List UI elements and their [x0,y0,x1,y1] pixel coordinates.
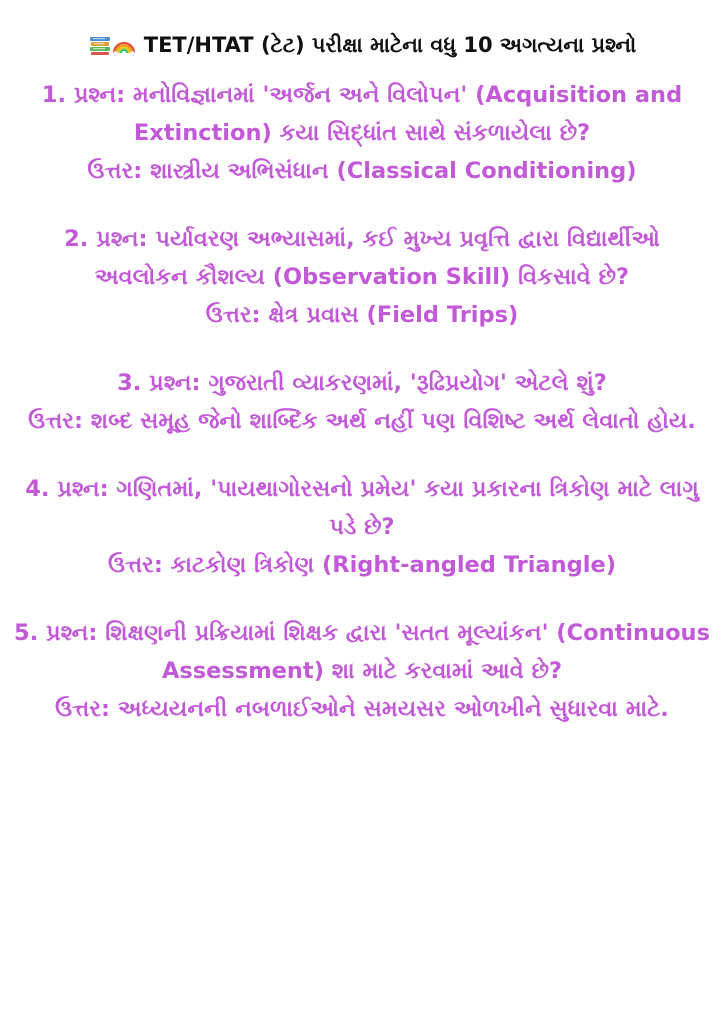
books-icon [88,33,112,57]
page-title: TET/HTAT (ટેટ) પરીક્ષા માટેના વધુ 10 અગત્યના પ્રશ્નો [143,33,637,57]
page-title-row [14,30,710,60]
answer-text: ઉત્તર: અધ્યયનની નબળાઈઓને સમયસર ઓળખીને સુધારવા માટે. [55,696,669,722]
title-emoji-group [88,33,136,57]
question-text: 3. પ્રશ્ન: ગુજરાતી વ્યાકરણમાં, 'રૂઢિપ્રયોગ' એટલે શું? [117,370,607,396]
answer-text: ઉત્તર: શાસ્ત્રીય અભિસંધાન (Classical Conditioning) [87,158,637,184]
qa-item-4 [14,470,710,584]
question-text: 1. પ્રશ્ન: મનોવિજ્ઞાનમાં 'અર્જન અને વિલોપન' (Acquisition and Extinction) કયા સિદ્ધાંત સાથે સંકળાયેલા છે? [41,82,683,146]
answer-text: ઉત્તર: શબ્દ સમૂહ જેનો શાબ્દિક અર્થ નહીં પણ વિશિષ્ટ અર્થ લેવાતો હોય. [28,408,696,434]
question-text: 4. પ્રશ્ન: ગણિતમાં, 'પાયથાગોરસનો પ્રમેય' કયા પ્રકારના ત્રિકોણ માટે લાગુ પડે છે? [25,476,699,540]
question-text: 2. પ્રશ્ન: પર્યાવરણ અભ્યાસમાં, કઈ મુખ્ય પ્રવૃત્તિ દ્વારા વિદ્યાર્થીઓ અવલોકન કૌશલ્ય (Observation Skill) વિકસાવે છે? [64,226,660,290]
qa-item-1 [14,76,710,190]
qa-item-5 [14,614,710,728]
question-text: 5. પ્રશ્ન: શિક્ષણની પ્રક્રિયામાં શિક્ષક દ્વારા 'સતત મૂલ્યાંકન' (Continuous Assessment) શા માટે કરવામાં આવે છે? [14,620,710,684]
rainbow-icon [112,33,136,57]
answer-text: ઉત્તર: કાટકોણ ત્રિકોણ (Right-angled Triangle) [107,552,616,578]
qa-item-3 [14,364,710,440]
qa-item-2 [14,220,710,334]
answer-text: ઉત્તર: ક્ષેત્ર પ્રવાસ (Field Trips) [205,302,519,328]
